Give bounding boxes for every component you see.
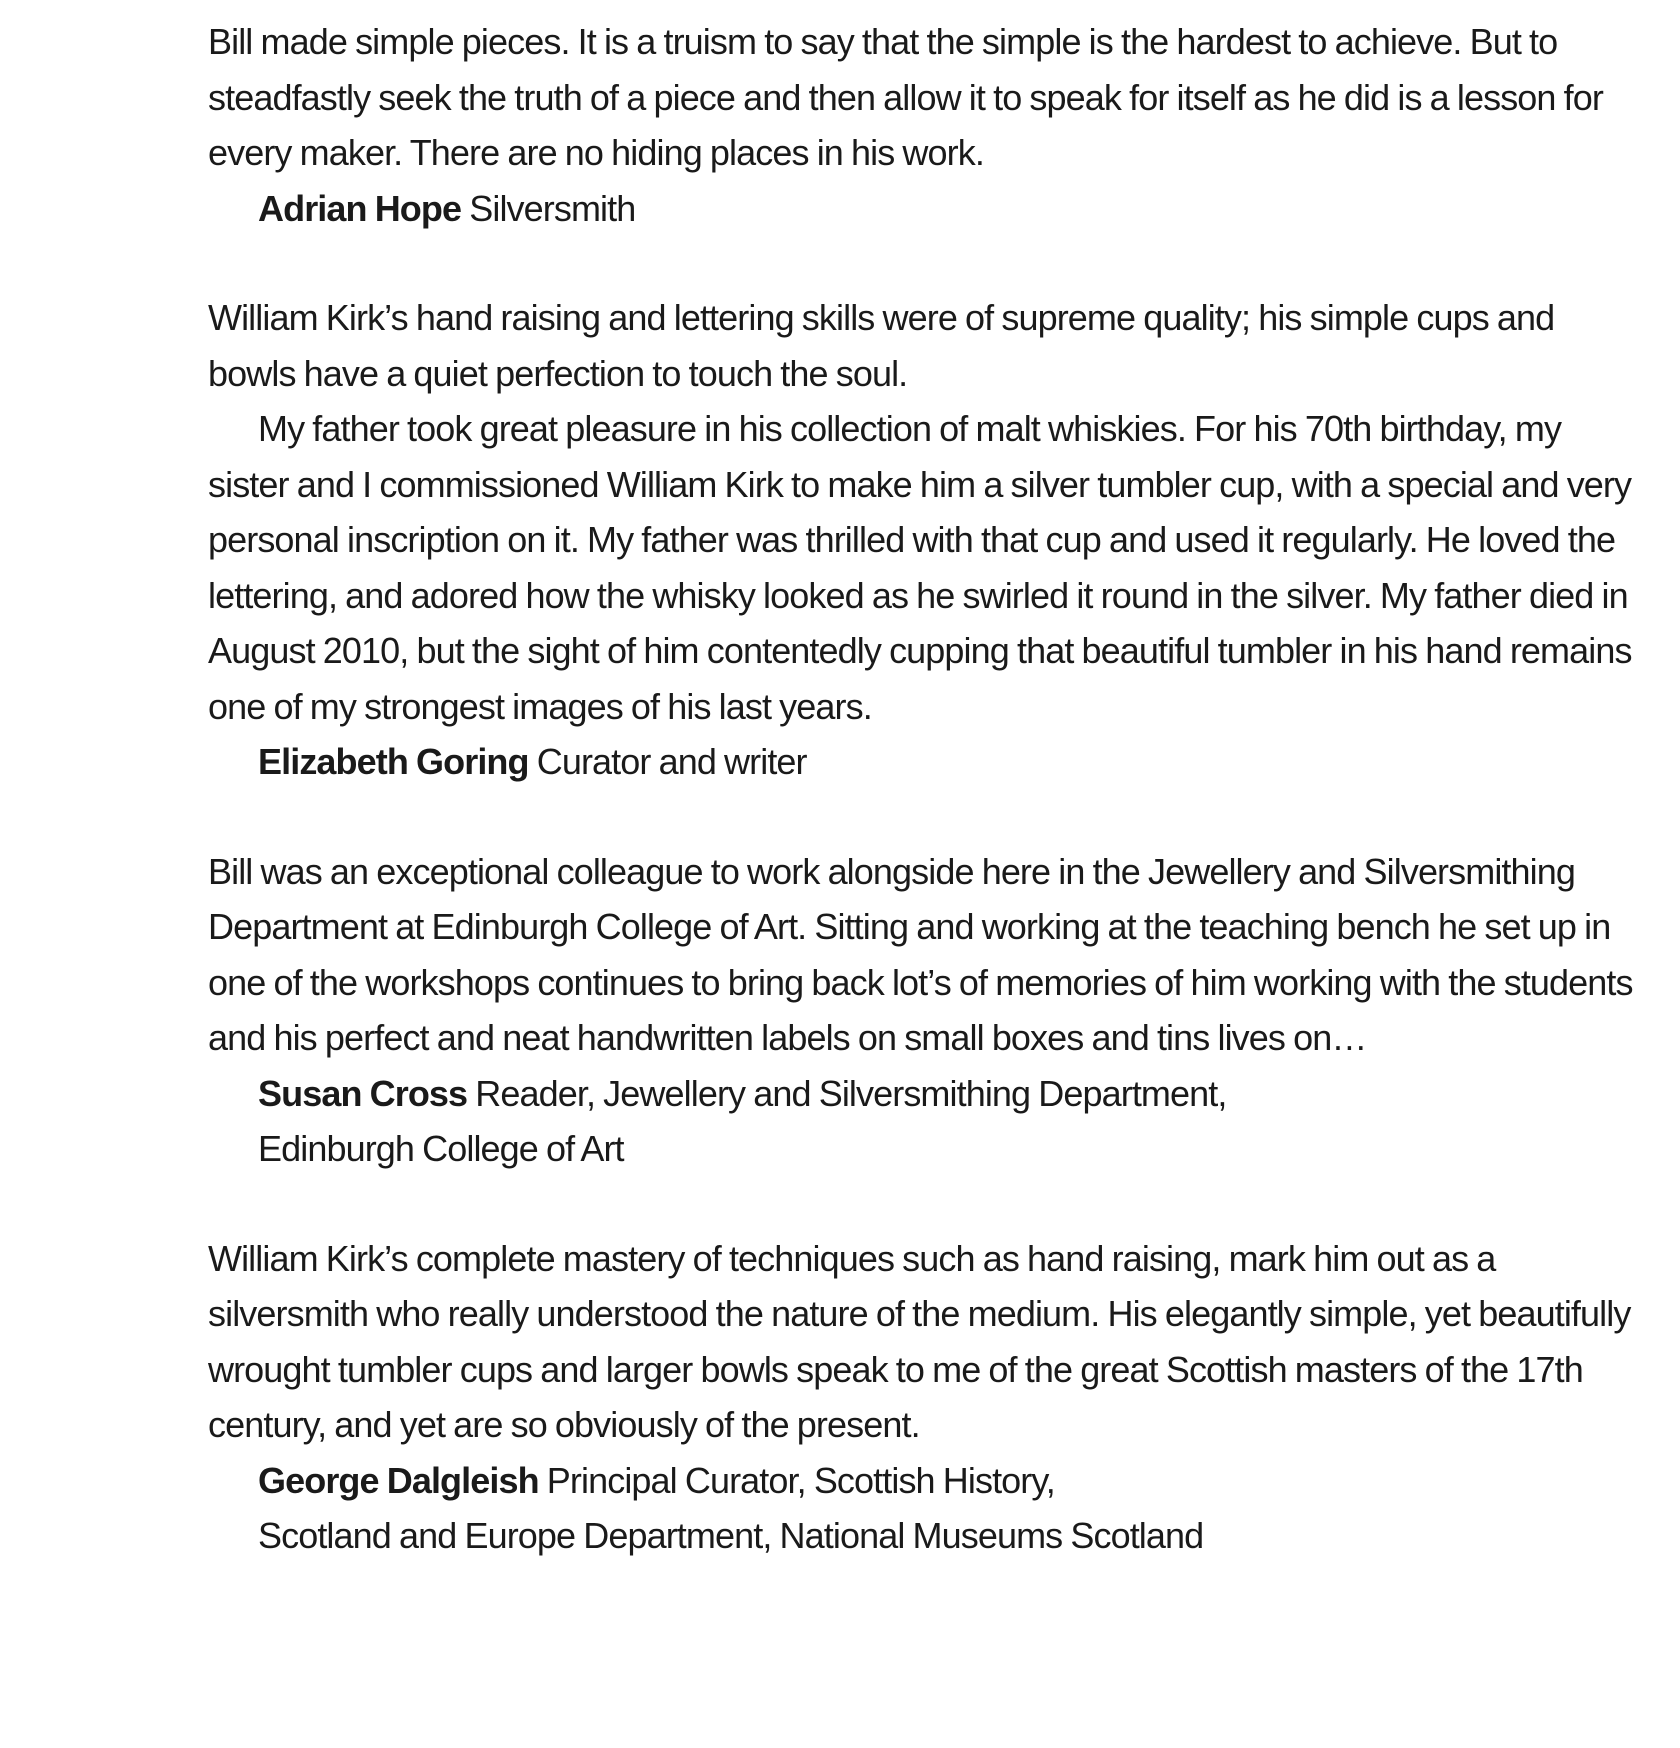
attribution [208, 1453, 1648, 1564]
attribution-name: George Dalgleish [258, 1459, 539, 1501]
tribute-paragraph: Bill made simple pieces. It is a truism to say that the simple is the hardest to achieve. But to steadfastly seek the truth of a piece and then allow it to speak for itself as he did is a lesson for every maker. There are no hiding places in his work. [208, 21, 1603, 173]
attribution-role-continued: Scotland and Europe Department, National Museums Scotland [258, 1515, 1204, 1556]
tribute-paragraph: Bill was an exceptional colleague to work alongside here in the Jewellery and Silversmithing Department at Edinburgh College of Art. Sitting and working at the teaching bench he set up in one of the workshops continues to bring back lot’s of memories of him working with the students and his perfect and neat handwritten labels on small boxes and tins lives on… [208, 850, 1633, 1058]
tribute-paragraph: My father took great pleasure in his collection of malt whiskies. For his 70th birthday, my sister and I commissioned William Kirk to make him a silver tumbler cup, with a special and very personal inscription on it. My father was thrilled with that cup and used it regularly. He loved the lettering, and adored how the whisky looked as he swirled it round in the silver. My father died in August 2010, but the sight of him contentedly cupping that beautiful tumbler in his hand remains one of my strongest images of his last years. [208, 408, 1632, 727]
attribution-name: Elizabeth Goring [258, 741, 529, 782]
tribute-elizabeth-goring [208, 290, 1648, 790]
attribution [208, 1066, 1648, 1177]
attribution-name: Susan Cross [258, 1072, 468, 1114]
tribute-adrian-hope [208, 14, 1648, 236]
attribution-role: Principal Curator, Scottish History, [546, 1459, 1055, 1501]
attribution-role: Reader, Jewellery and Silversmithing Department, [475, 1072, 1227, 1114]
tribute-paragraph: William Kirk’s hand raising and lettering skills were of supreme quality; his simple cups and bowls have a quiet perfection to touch the soul. [208, 297, 1555, 394]
attribution-role-continued: Edinburgh College of Art [258, 1128, 624, 1169]
attribution [208, 734, 1648, 790]
tribute-susan-cross [208, 844, 1648, 1177]
attribution-role: Silversmith [469, 187, 636, 229]
tribute-paragraph: William Kirk’s complete mastery of techniques such as hand raising, mark him out as a silversmith who really understood the nature of the medium. His elegantly simple, yet beautifully wrought tumbler cups and larger bowls speak to me of the great Scottish masters of the 17th century, and yet are so obviously of the present. [208, 1237, 1631, 1445]
attribution-name: Adrian Hope [258, 187, 462, 229]
attribution [208, 181, 1648, 237]
tribute-george-dalgleish [208, 1231, 1648, 1564]
attribution-role: Curator and writer [536, 741, 807, 782]
document-page [208, 14, 1648, 1618]
